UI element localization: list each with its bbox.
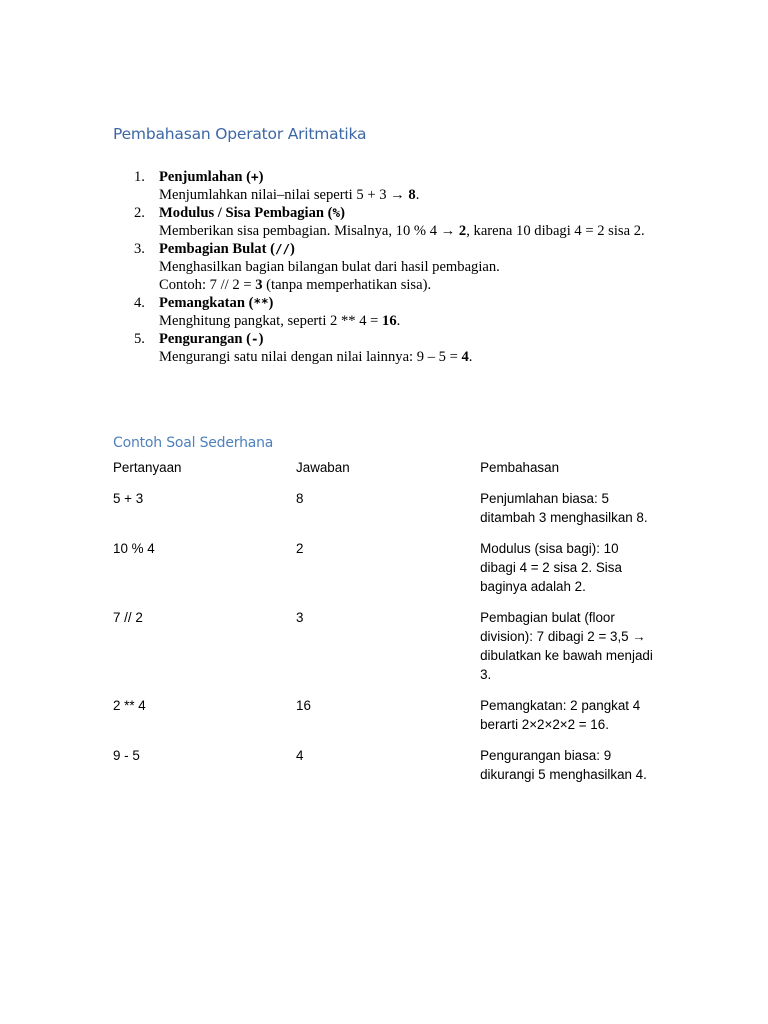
list-item — [113, 168, 653, 204]
operator-description — [159, 312, 653, 330]
list-number: 4. — [134, 295, 145, 311]
description-suffix: . — [396, 313, 401, 329]
cell-answer: 3 — [296, 610, 304, 625]
list-item — [113, 330, 653, 366]
operator-description — [159, 222, 653, 240]
description-text: Memberikan sisa pembagian. Misalnya, 10 % 4 → — [159, 223, 459, 239]
operator-name: Pemangkatan ( — [159, 295, 254, 311]
operator-description — [159, 348, 653, 366]
list-number: 5. — [134, 331, 145, 347]
description-text: Menghasilkan bagian bilangan bulat dari hasil pembagian. — [159, 259, 500, 275]
list-item — [113, 204, 653, 240]
cell-answer: 2 — [296, 541, 304, 556]
list-number: 1. — [134, 169, 145, 185]
operator-title — [159, 240, 653, 258]
list-item — [113, 240, 653, 294]
table-row — [113, 489, 653, 539]
description-text: Contoh: 7 // 2 = — [159, 277, 256, 293]
table-header-row — [113, 458, 653, 489]
cell-explanation: Pengurangan biasa: 9 dikurangi 5 menghasilkan 4. — [480, 748, 647, 782]
description-text: Menjumlahkan nilai–nilai seperti 5 + 3 → — [159, 187, 409, 203]
cell-answer: 8 — [296, 491, 304, 506]
operator-close: ) — [268, 295, 274, 311]
operator-symbol: % — [332, 205, 341, 220]
result-value: 8 — [408, 187, 416, 203]
operator-description — [159, 258, 653, 276]
cell-explanation: Pembagian bulat (floor division): 7 dibagi 2 = 3,5 → dibulatkan ke bawah menjadi 3. — [480, 610, 653, 682]
list-number: 3. — [134, 241, 145, 257]
cell-question: 5 + 3 — [113, 491, 144, 506]
operator-title — [159, 294, 653, 312]
column-header-question: Pertanyaan — [113, 460, 182, 475]
operator-symbol: - — [251, 331, 259, 346]
example-table — [113, 458, 653, 796]
operator-symbol: // — [274, 241, 291, 256]
operator-close: ) — [258, 169, 264, 185]
table-row — [113, 696, 653, 746]
operator-list — [113, 168, 653, 366]
cell-explanation: Pemangkatan: 2 pangkat 4 berarti 2×2×2×2 = 16. — [480, 698, 641, 732]
column-header-explanation: Pembahasan — [480, 460, 560, 475]
description-suffix: . — [415, 187, 420, 203]
result-value: 16 — [382, 313, 397, 329]
operator-example — [159, 276, 653, 294]
operator-name: Pengurangan ( — [159, 331, 252, 347]
table-row — [113, 746, 653, 796]
operator-description — [159, 186, 653, 204]
operator-title — [159, 204, 653, 222]
cell-question: 10 % 4 — [113, 541, 155, 556]
description-suffix: . — [468, 349, 473, 365]
cell-question: 9 - 5 — [113, 748, 140, 763]
result-value: 2 — [458, 223, 467, 239]
cell-question: 2 ** 4 — [113, 698, 146, 713]
cell-answer: 4 — [296, 748, 304, 763]
operator-symbol: + — [251, 169, 259, 184]
list-number: 2. — [134, 205, 145, 221]
cell-explanation: Penjumlahan biasa: 5 ditambah 3 menghasilkan 8. — [480, 491, 648, 525]
operator-title — [159, 330, 653, 348]
cell-answer: 16 — [296, 698, 311, 713]
description-text: Menghitung pangkat, seperti 2 ** 4 = — [159, 313, 383, 329]
table-row — [113, 608, 653, 696]
description-text: Mengurangi satu nilai dengan nilai lainnya: 9 – 5 = — [159, 349, 462, 365]
operator-name: Pembagian Bulat ( — [159, 241, 275, 257]
operator-close: ) — [258, 331, 264, 347]
description-suffix: (tanpa memperhatikan sisa). — [262, 277, 432, 293]
result-value: 3 — [255, 277, 263, 293]
description-suffix: , karena 10 dibagi 4 = 2 sisa 2. — [466, 223, 645, 239]
list-item — [113, 294, 653, 330]
operator-name: Penjumlahan ( — [159, 169, 252, 185]
cell-explanation: Modulus (sisa bagi): 10 dibagi 4 = 2 sisa 2. Sisa baginya adalah 2. — [480, 541, 622, 594]
cell-question: 7 // 2 — [113, 610, 143, 625]
table-row — [113, 539, 653, 608]
operator-close: ) — [290, 241, 295, 257]
operator-close: ) — [340, 205, 345, 221]
column-header-answer: Jawaban — [296, 460, 350, 475]
operator-symbol: ** — [253, 295, 269, 310]
section-title-examples: Contoh Soal Sederhana — [113, 435, 274, 451]
operator-name: Modulus / Sisa Pembagian ( — [159, 205, 333, 221]
result-value: 4 — [461, 349, 469, 365]
operator-title — [159, 168, 653, 186]
section-title-operators: Pembahasan Operator Aritmatika — [113, 125, 367, 143]
